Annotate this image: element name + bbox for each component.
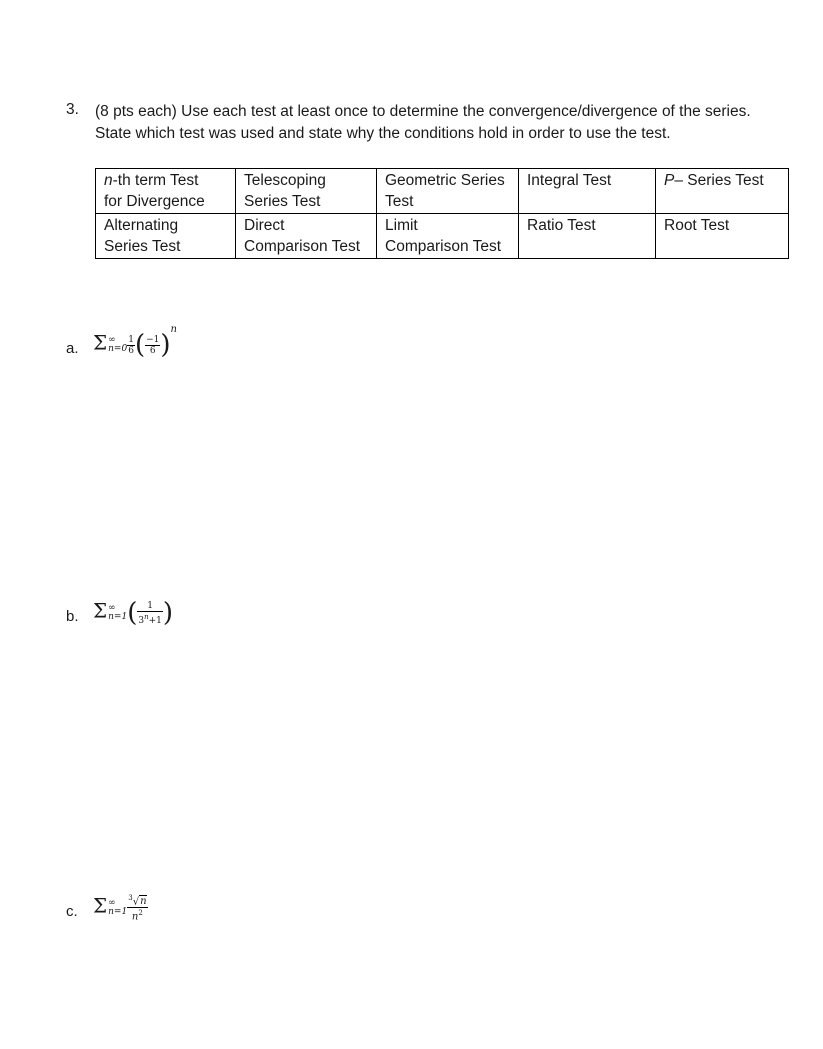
part-c-series: Σ ∞ n=1 $\frac{^3√n}{n^2}$ — [93, 893, 147, 923]
root-fraction: $\frac{^3√n}{n^2}$ — [128, 894, 147, 923]
test-cell-root: Root Test — [656, 214, 789, 259]
part-c-label: c. — [66, 903, 78, 920]
test-cell-telescoping: Telescoping Series Test — [236, 169, 377, 214]
test-cell-direct-comparison: Direct Comparison Test — [236, 214, 377, 259]
question-line-2: State which test was used and state why the conditions hold in order to use the test. — [95, 125, 671, 142]
question-line-1: (8 pts each) Use each test at least once to determine the convergence/divergence of the series. — [95, 103, 751, 120]
italic-n: n — [104, 172, 113, 189]
question-number: 3. — [66, 101, 79, 118]
test-cell-nth-term: n-th term Test for Divergence — [96, 169, 236, 214]
part-b-label: b. — [66, 608, 79, 625]
test-cell-alternating: Alternating Series Test — [96, 214, 236, 259]
test-cell-p-series: P– Series Test — [656, 169, 789, 214]
test-cell-integral: Integral Test — [519, 169, 656, 214]
question-instructions — [95, 101, 795, 145]
sigma-symbol: Σ — [93, 893, 108, 918]
tests-table-row-1 — [96, 169, 789, 214]
test-cell-ratio: Ratio Test — [519, 214, 656, 259]
tests-table-row-2 — [96, 214, 789, 259]
sigma-symbol: Σ — [93, 598, 108, 623]
coefficient-fraction: $\frac{1}{6}$ — [128, 334, 134, 356]
sigma-symbol: Σ — [93, 330, 108, 355]
inner-fraction: $\frac{-1}{6}$ — [146, 334, 160, 356]
tests-table — [95, 168, 789, 259]
part-a-label: a. — [66, 340, 79, 357]
part-a-series: Σ ∞ n=0 $\frac{1}{6}$ ( $\frac{-1}{6}$ )$^n$ — [93, 324, 177, 360]
italic-p: P — [664, 172, 675, 189]
inner-fraction: $\frac{1}{3^n+1}$ — [138, 600, 162, 626]
part-b-series: Σ ∞ n=1 ( $\frac{1}{3^n+1}$ ) — [93, 598, 174, 628]
test-cell-limit-comparison: Limit Comparison Test — [377, 214, 519, 259]
test-cell-geometric: Geometric Series Test — [377, 169, 519, 214]
exponent: n — [170, 324, 177, 335]
